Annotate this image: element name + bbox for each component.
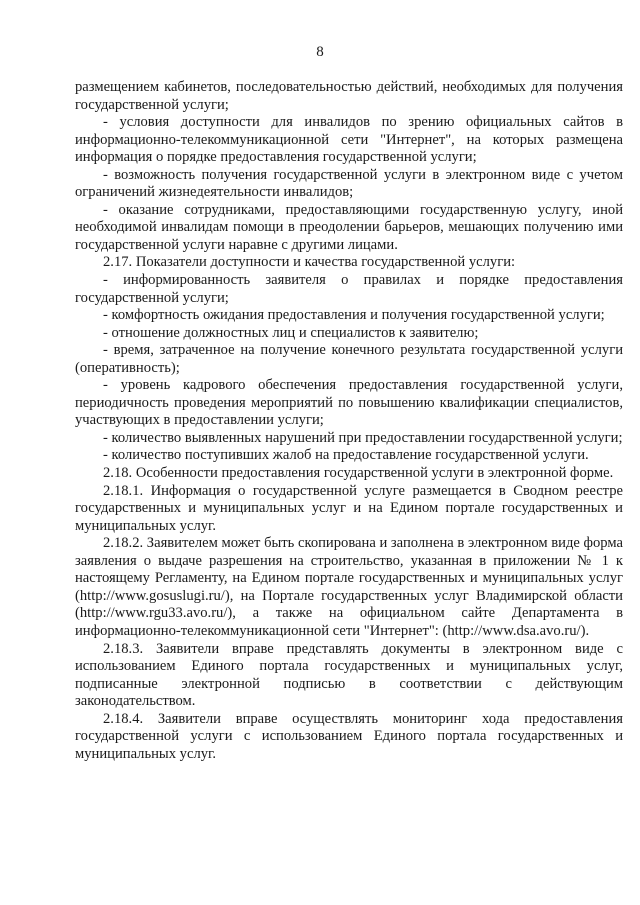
paragraph: 2.18.1. Информация о государственной услуге размещается в Сводном реестре государственных и муниципальных услуг и на Едином портале государственных и муниципальных услуг. — [75, 482, 623, 534]
paragraph: размещением кабинетов, последовательностью действий, необходимых для получения государственной услуги; — [75, 79, 623, 113]
document-body — [75, 79, 623, 763]
list-item: - оказание сотрудниками, предоставляющими государственную услугу, иной необходимой инвалидам помощи в преодолении барьеров, мешающих получению ими государственной услуги наравне с другими лицами. — [75, 201, 623, 253]
list-item: - информированность заявителя о правилах и порядке предоставления государственной услуги; — [75, 272, 623, 306]
list-item: - время, затраченное на получение конечного результата государственной услуги (оперативность); — [75, 342, 623, 376]
list-item: - количество поступивших жалоб на предоставление государственной услуги. — [103, 447, 589, 464]
list-item: - комфортность ожидания предоставления и получения государственной услуги; — [103, 307, 605, 324]
paragraph: 2.18.3. Заявители вправе представлять документы в электронном виде с использованием Единого портала государственных и муниципальных услуг, подписанные электронной подписью в соответствии с действующим законодательством. — [75, 640, 623, 710]
paragraph: 2.18.2. Заявителем может быть скопирована и заполнена в электронном виде форма заявления о выдаче разрешения на строительство, указанная в приложении № 1 к настоящему Регламенту, на Едином портале государственных и муниципальных услуг (http://www.gosuslugi.ru/), на Портале государственных услуг Владимирской области (http://www.rgu33.avo.ru/), а также на официальном сайте Департамента в информационно-телекоммуникационной сети "Интернет": (http://www.dsa.avo.ru/). — [75, 535, 623, 639]
list-item: - отношение должностных лиц и специалистов к заявителю; — [103, 324, 479, 341]
list-item: - уровень кадрового обеспечения предоставления государственной услуги, периодичность проведения мероприятий по повышению квалификации специалистов, участвующих в предоставлении услуги; — [75, 377, 623, 429]
section-heading: 2.18. Особенности предоставления государственной услуги в электронной форме. — [103, 465, 614, 482]
list-item: - условия доступности для инвалидов по зрению официальных сайтов в информационно-телекоммуникационной сети "Интернет", на которых размещена информация о порядке предоставления государственной услуги; — [75, 114, 623, 166]
list-item: - количество выявленных нарушений при предоставлении государственной услуги; — [103, 429, 623, 446]
section-heading: 2.17. Показатели доступности и качества государственной услуги: — [103, 254, 516, 271]
paragraph: 2.18.4. Заявители вправе осуществлять мониторинг хода предоставления государственной услуги с использованием Единого портала государственных и муниципальных услуг. — [75, 710, 623, 762]
page-number: 8 — [316, 44, 324, 60]
list-item: - возможность получения государственной услуги в электронном виде с учетом ограничений жизнедеятельности инвалидов; — [75, 166, 623, 201]
